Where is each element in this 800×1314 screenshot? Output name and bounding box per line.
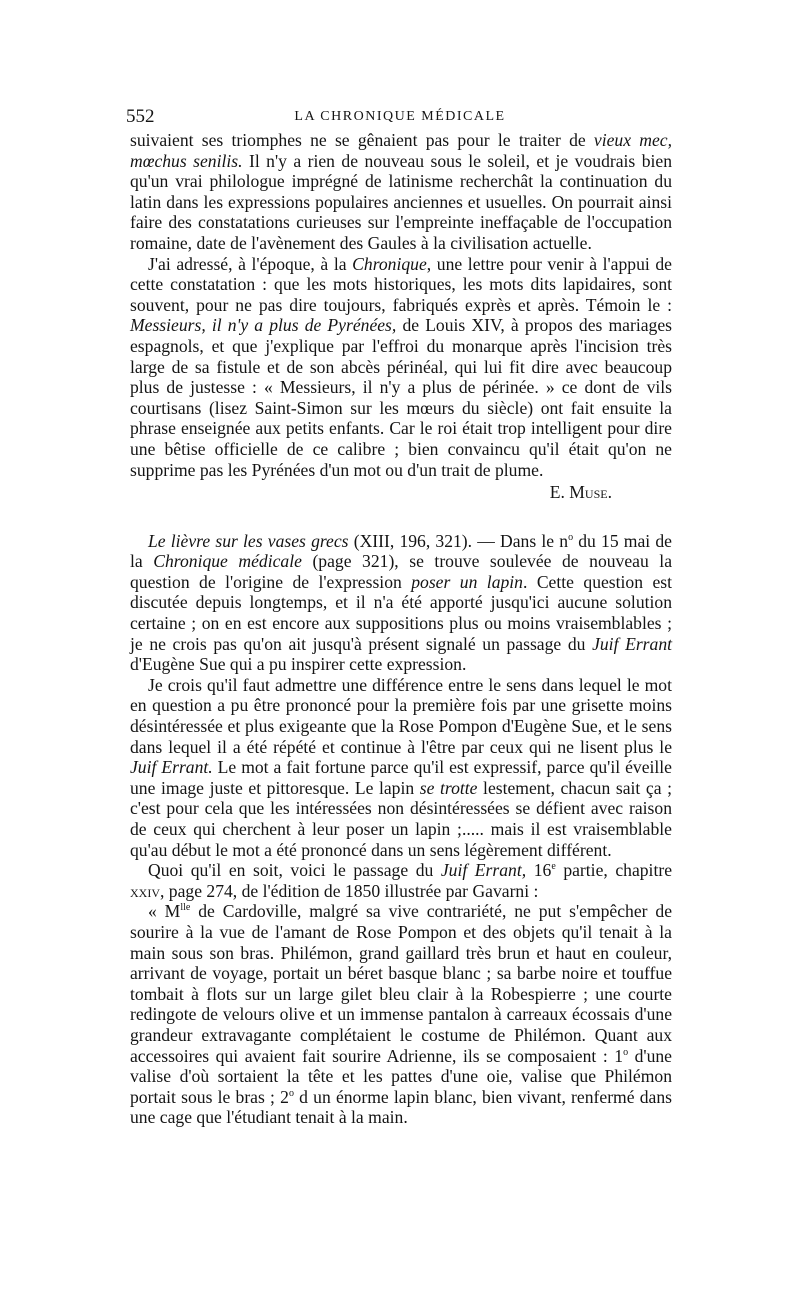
text-run: d un énorme lapin blanc, bien vivant, renfermé dans une cage que l'étudiant tenait à la main.	[130, 1086, 672, 1128]
author-signature	[130, 482, 612, 503]
article2-paragraph-3	[130, 860, 672, 901]
text-run: Quoi qu'il en soit, voici le passage du	[148, 860, 441, 881]
text-run: (XIII, 196, 321). — Dans le n	[348, 530, 569, 551]
superscript: o	[623, 1046, 629, 1058]
text-run: J'ai adressé, à l'époque, à la	[148, 253, 353, 274]
italic-run: poser un lapin	[411, 571, 523, 592]
superscript: lle	[180, 902, 191, 914]
article1-paragraph-1	[130, 130, 672, 254]
italic-run: vieux mec, mœchus senilis.	[130, 130, 672, 171]
article2-quote-paragraph	[130, 901, 672, 1128]
article-title: Le lièvre sur les vases grecs	[148, 530, 349, 551]
italic-run: se trotte	[419, 777, 478, 798]
text-run: , page 274, de l'édition de 1850 illustrée par Gavarni :	[160, 880, 539, 901]
superscript: o	[288, 1087, 294, 1099]
text-run: 16	[526, 860, 552, 881]
article1-paragraph-2	[130, 254, 672, 481]
italic-run: Chronique médicale	[153, 551, 302, 572]
text-run: Je crois qu'il faut admettre une différence entre le sens dans lequel le mot en question a pu être prononcé pour la première fois par une grisette moins désintéressée et plus exigeante que la Rose Pompon d'Eugène Sue, et le sens dans lequel il a été répété et continue à l'être par ceux qui ne lisent plus le	[130, 674, 672, 757]
text-run: suivaient ses triomphes ne se gênaient pas pour le traiter de	[130, 130, 594, 150]
text-run: du 15 mai de la	[130, 530, 672, 572]
page-number: 552	[126, 106, 155, 127]
section-gap	[130, 503, 672, 531]
text-run: , une lettre pour venir à l'appui de cette constatation : que les mots historiques, les mots dits lapidaires, sont souvent, pour ne pas dire toujours, fabriqués exprès et après. Témoin le :	[130, 253, 672, 315]
text-run: . Cette question est discutée depuis longtemps, et il n'a été apporté jusqu'ici aucune solution certaine ; on en est encore aux suppositions plus ou moins vraisemblables ; je ne crois pas qu'on ait jusqu'à présent signalé un passage du	[130, 571, 672, 654]
text-run: Le mot a fait fortune parce qu'il est expressif, parce qu'il éveille une image juste et pittoresque. Le lapin	[130, 757, 672, 798]
article2-paragraph-1	[130, 531, 672, 675]
italic-run: Chronique	[352, 253, 427, 274]
signature-name: Muse.	[569, 482, 612, 503]
article2-paragraph-2	[130, 675, 672, 860]
italic-run: Juif Errant.	[130, 757, 213, 778]
superscript: e	[551, 861, 556, 873]
text-run: lestement, chacun sait ça ; c'est pour cela que les intéressées non désintéressées se défient avec raison de ceux qui cherchent à leur poser un lapin ;..... mais il est vraisemblable qu'au début le mot a été prononcé dans un sens légèrement différent.	[130, 777, 672, 860]
text-run: d'Eugène Sue qui a pu inspirer cette expression.	[130, 654, 467, 675]
text-run: partie, chapitre	[555, 860, 672, 881]
signature-initial: E.	[549, 482, 570, 503]
italic-run: Juif Errant	[592, 633, 673, 654]
text-run: d'une valise d'où sortaient la tête et les pattes d'une oie, valise que Philémon portait sous le bras ; 2	[130, 1045, 672, 1107]
small-caps-run: xxiv	[130, 880, 160, 901]
superscript: o	[568, 531, 574, 543]
page-body	[130, 130, 672, 1128]
text-run: Il n'y a rien de nouveau sous le soleil, et je voudrais bien qu'un vrai philologue imprégné de latinisme recherchât la continuation du latin dans les expressions populaires anciennes et usuelles. On pourrait ainsi faire des constatations curieuses sur l'empreinte ineffaçable de l'occupation romaine, date de l'avènement des Gaules à la civilisation actuelle.	[130, 150, 673, 253]
text-run: (page 321), se trouve soulevée de nouveau la question de l'origine de l'expression	[130, 551, 672, 592]
italic-run: Juif Errant,	[440, 860, 527, 881]
text-run: de Louis XIV, à propos des mariages espagnols, et que j'explique par l'effroi du monarque après l'incision très large de sa fistule et de son abcès périnéal, qui lui fit dire avec beaucoup plus de justesse : « Messieurs, il n'y a plus de périnée. » ce dont de vils courtisans (lisez Saint-Simon sur les mœurs du siècle) ont fait ensuite la phrase enseignée aux petits enfants. Car le roi était trop intelligent pour dire une bêtise officielle de ce calibre ; bien convaincu qu'il était qu'on ne supprime pas les Pyrénées d'un mot ou d'un trait de plume.	[130, 315, 672, 480]
page-header	[126, 106, 674, 128]
text-run: « M	[148, 901, 181, 922]
text-run: de Cardoville, malgré sa vive contrariété, ne put s'empêcher de sourire à la vue de l'amant de Rose Pompon et des objets qu'il tenait à la main sous son bras. Philémon, grand gaillard très brun et haut en couleur, arrivant de voyage, portait un béret basque blanc ; sa barbe noire et touffue tombait à flots sur un large gilet bleu clair à la Robespierre ; une courte redingote de velours olive et un immense pantalon à carreaux écossais d'une grandeur extravagante complétaient le costume de Philémon. Quant aux accessoires qui avaient fait sourire Adrienne, ils se composaient : 1	[130, 901, 673, 1066]
running-title: LA CHRONIQUE MÉDICALE	[294, 109, 506, 124]
italic-run: Messieurs, il n'y a plus de Pyrénées,	[130, 315, 397, 336]
